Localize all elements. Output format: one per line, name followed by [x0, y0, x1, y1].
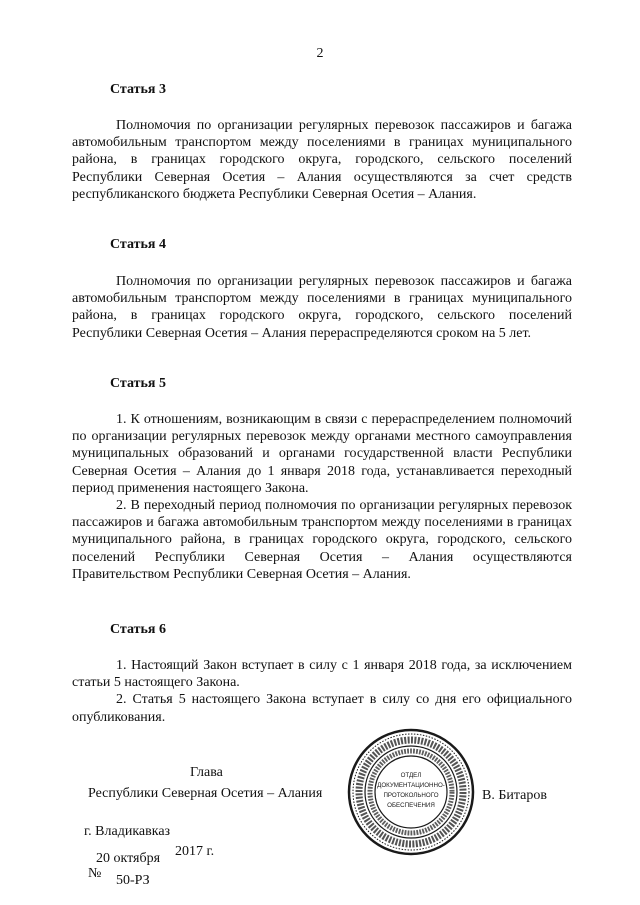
article-6-heading: Статья 6 — [110, 622, 166, 637]
seal-line-3: ПРОТОКОЛЬНОГО — [383, 792, 439, 799]
seal-line-1: ОТДЕЛ — [400, 772, 422, 779]
document-year: 2017 г. — [175, 844, 215, 859]
signature-name: В. Битаров — [482, 788, 547, 803]
seal-icon — [346, 727, 476, 857]
article-3-body — [72, 117, 572, 203]
seal-line-4: ОБЕСПЕЧЕНИЯ — [387, 802, 435, 809]
article-6-body — [72, 657, 572, 726]
article-5-paragraph-1: 1. К отношениям, возникающим в связи с перераспределением полномочий по организации регулярных перевозок между органами местного самоуправления муниципальных образований и органами государственной власти Республики Северная Осетия – Алания до 1 января 2018 года, устанавливается переходный период применения настоящего Закона. — [72, 412, 572, 496]
article-5-paragraph-2: 2. В переходный период полномочия по организации регулярных перевозок пассажиров и багажа автомобильным транспортом между поселениями в границах муниципального района, в границах городского округа, городского, сельского поселений Республики Северная Осетия – Алания осуществляются Правительством Республики Северная Осетия – Алания. — [72, 498, 572, 582]
seal-line-2: ДОКУМЕНТАЦИОННО- — [377, 782, 445, 789]
official-seal — [346, 727, 476, 857]
document-date: 20 октября — [96, 851, 161, 866]
signature-subtitle: Республики Северная Осетия – Алания — [88, 786, 323, 801]
article-3-paragraph-1: Полномочия по организации регулярных перевозок пассажиров и багажа автомобильным транспортом между поселениями в границах муниципального района, в границах городского округа, городского, сельского поселений Республики Северная Осетия – Алания осуществляются за счет средств республиканского бюджета Республики Северная Осетия – Алания. — [72, 118, 572, 202]
document-number: 50-РЗ — [116, 873, 150, 888]
number-sign: № — [88, 866, 102, 881]
signature-title: Глава — [190, 765, 223, 780]
article-4-heading: Статья 4 — [110, 237, 166, 252]
article-3-heading: Статья 3 — [110, 82, 166, 97]
city-label: г. Владикавказ — [84, 824, 171, 839]
article-4-body — [72, 273, 572, 342]
page-number: 2 — [316, 46, 324, 61]
article-4-paragraph-1: Полномочия по организации регулярных перевозок пассажиров и багажа автомобильным транспортом между поселениями в границах муниципального района, в границах городского округа, городского, сельского поселений Республики Северная Осетия – Алания перераспределяются сроком на 5 лет. — [72, 274, 572, 341]
article-6-paragraph-2: 2. Статья 5 настоящего Закона вступает в силу со дня его официального опубликования. — [72, 692, 572, 725]
article-5-heading: Статья 5 — [110, 376, 166, 391]
article-5-body — [72, 411, 572, 583]
article-6-paragraph-1: 1. Настоящий Закон вступает в силу с 1 января 2018 года, за исключением статьи 5 настоящего Закона. — [72, 658, 572, 691]
